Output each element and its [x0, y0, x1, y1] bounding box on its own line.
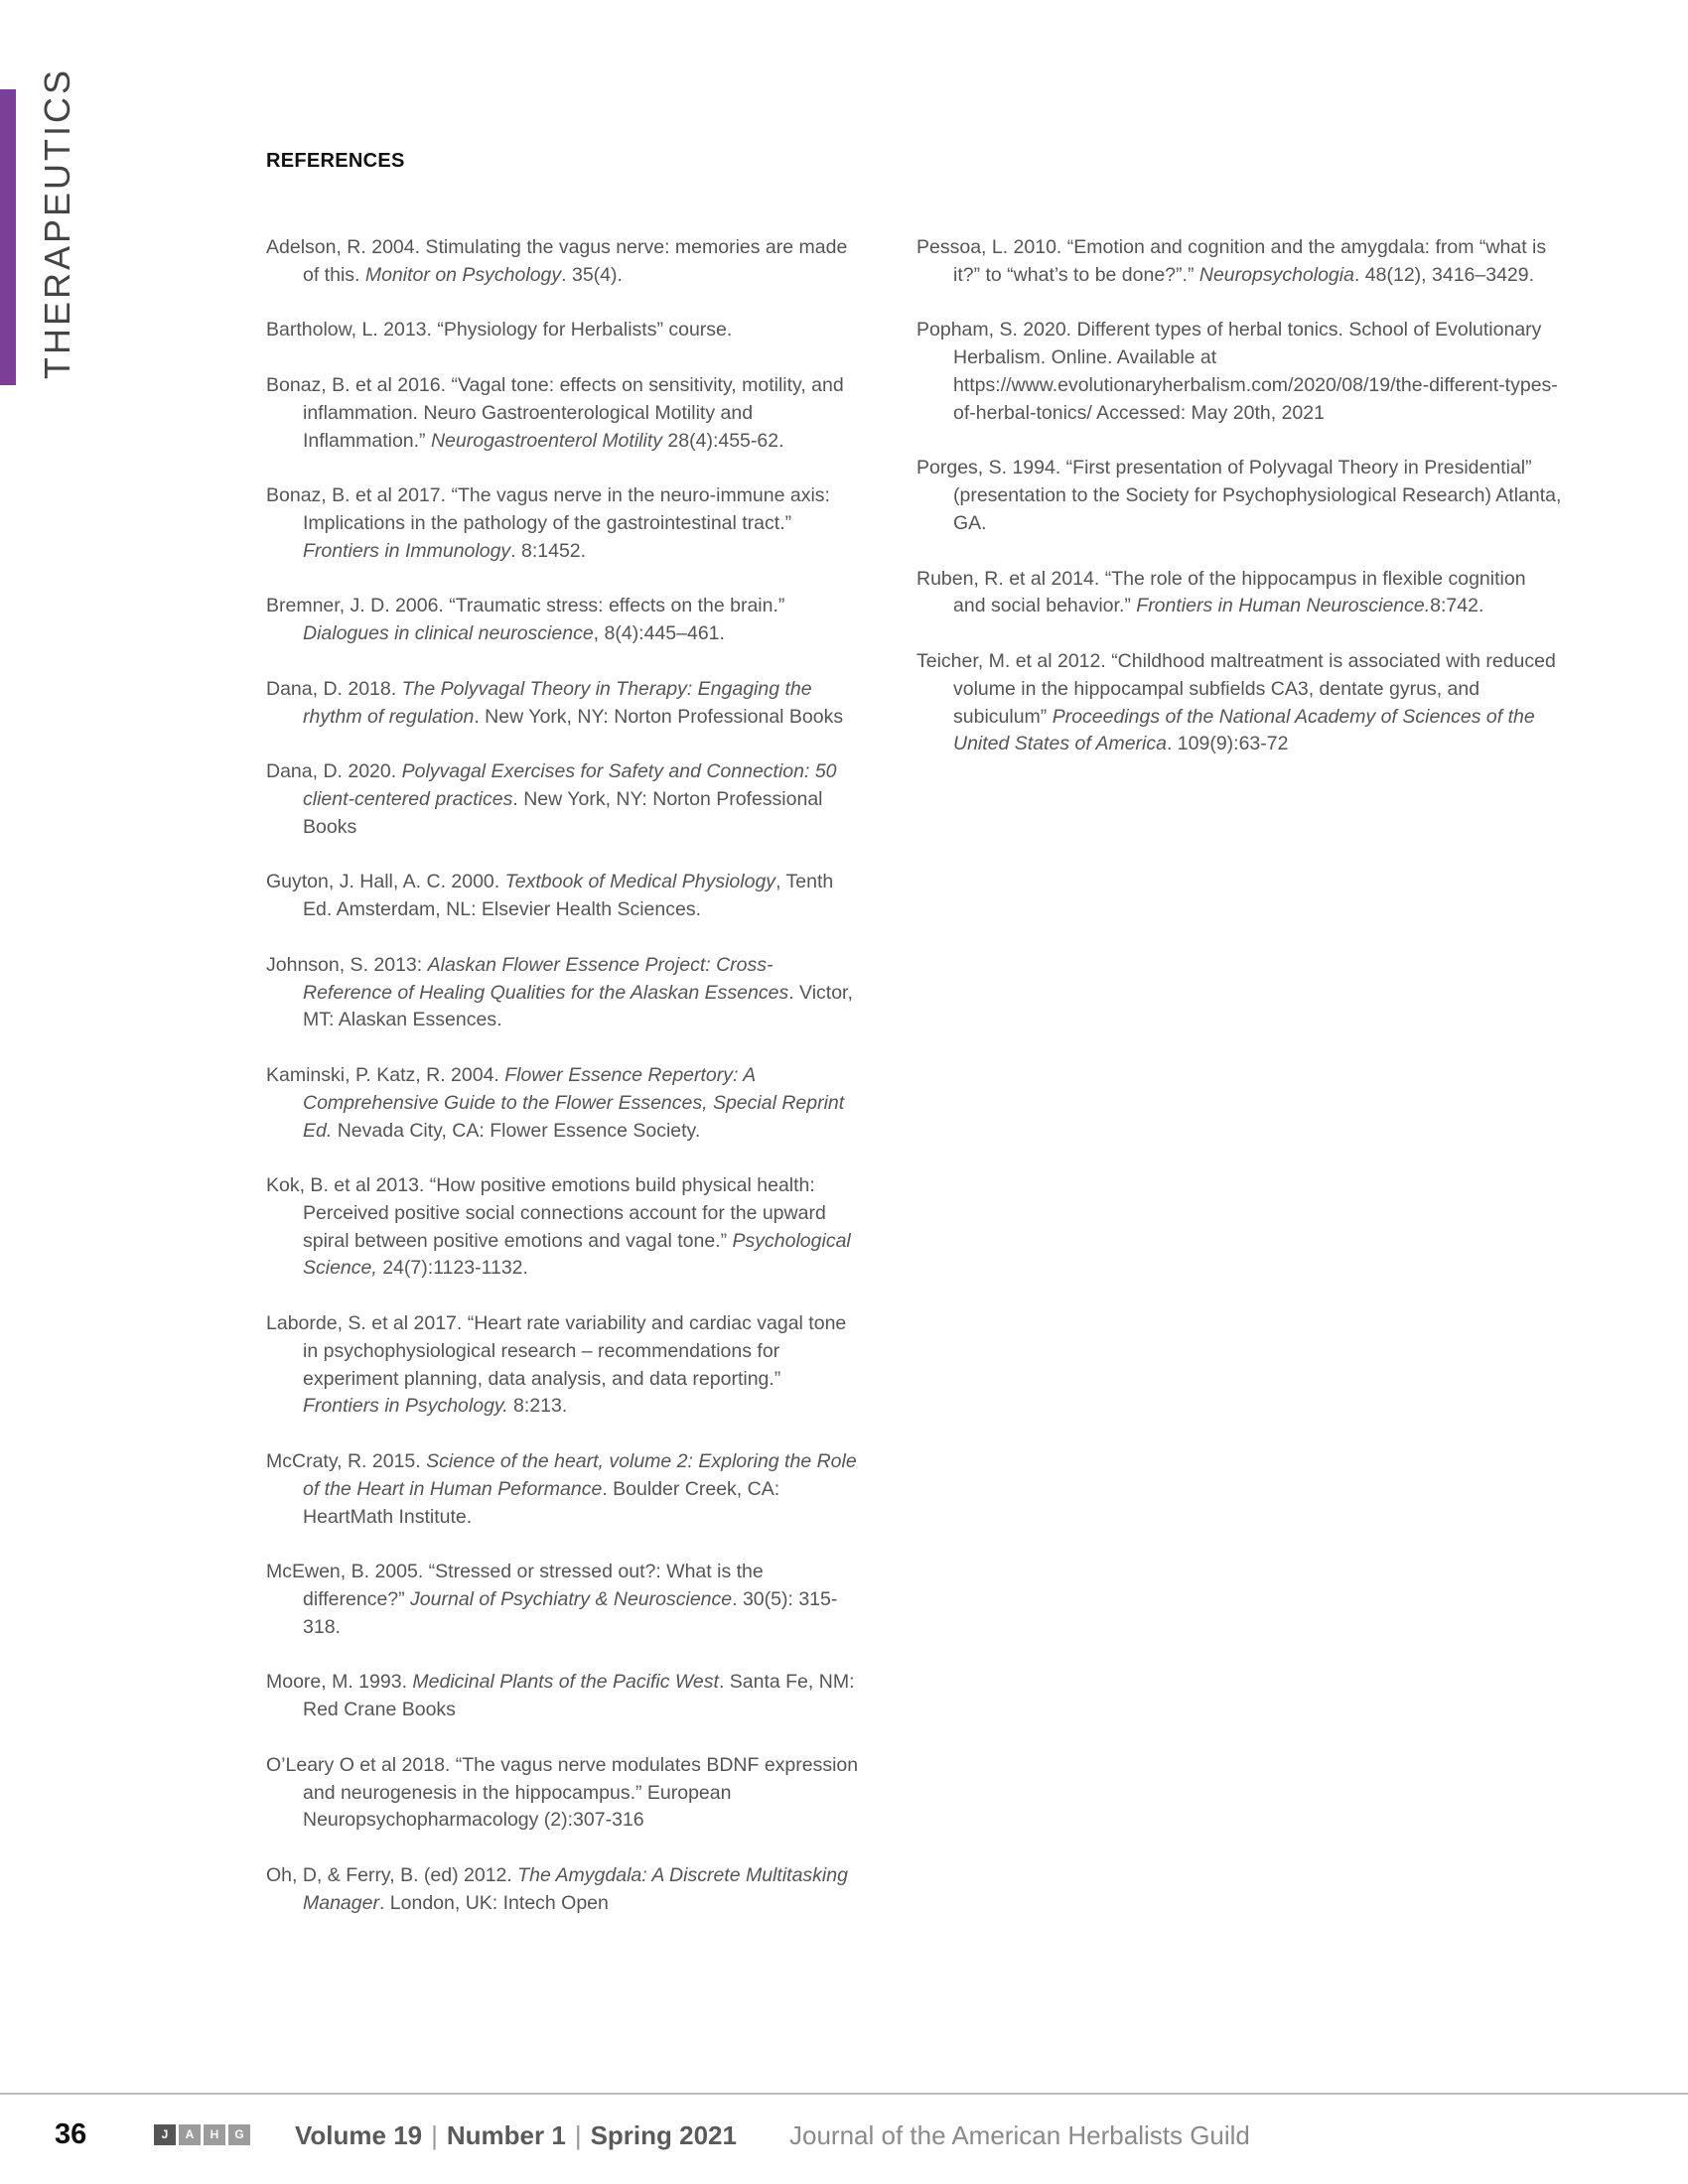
- reference-item: [266, 1310, 862, 1421]
- reference-text: O’Leary O et al 2018. “The vagus nerve modulates BDNF expression and neurogenesis in the hippocampus.” European Neuropsychopharmacology (2):307-316: [266, 1753, 859, 1832]
- reference-title: Neuropsychologia: [1198, 263, 1354, 286]
- page-number: 36: [55, 2118, 87, 2150]
- reference-title: Proceedings of the National Academy of Sciences of the United States of America: [953, 705, 1535, 755]
- reference-text: 28(4):455-62.: [662, 429, 784, 452]
- volume-label: Volume 19: [295, 2120, 423, 2150]
- reference-text: Popham, S. 2020. Different types of herbal tonics. School of Evolutionary Herbalism. Online. Available at https://www.evolutionaryherbalism.com/2020/08/19/the-different-types-of-herbal-tonics/ Accessed: May 20th, 2021: [916, 319, 1558, 424]
- reference-item: [266, 1862, 862, 1918]
- reference-text: . 48(12), 3416–3429.: [1353, 263, 1535, 286]
- reference-item: [266, 482, 862, 565]
- reference-text: McEwen, B. 2005. “Stressed or stressed out?: What is the difference?”: [266, 1561, 764, 1611]
- reference-text: . London, UK: Intech Open: [378, 1891, 609, 1914]
- reference-item: [266, 1172, 862, 1283]
- number-label: Number 1: [446, 2120, 566, 2150]
- footer-divider: [0, 2093, 1688, 2095]
- reference-item: [266, 593, 862, 648]
- reference-item: [266, 372, 862, 455]
- separator: |: [574, 2120, 582, 2150]
- reference-title: Monitor on Psychology: [364, 263, 562, 286]
- reference-item: [266, 952, 862, 1034]
- references-left-column: [266, 234, 862, 1945]
- reference-text: Guyton, J. Hall, A. C. 2000.: [266, 871, 505, 893]
- reference-text: . New York, NY: Norton Professional Books: [474, 705, 844, 728]
- journal-title: Journal of the American Herbalists Guild: [789, 2120, 1250, 2150]
- reference-item: [266, 317, 862, 344]
- reference-text: . Santa Fe, NM: Red Crane Books: [303, 1671, 855, 1721]
- logo-letter-j: J: [154, 2124, 176, 2145]
- reference-text: Dana, D. 2020.: [266, 760, 402, 783]
- reference-title: Frontiers in Human Neuroscience.: [1136, 595, 1431, 617]
- reference-text: Pessoa, L. 2010. “Emotion and cognition and the amygdala: from “what is it?” to “what’s to be done?”.”: [916, 236, 1547, 286]
- separator: |: [431, 2120, 438, 2150]
- reference-text: . Boulder Creek, CA: HeartMath Institute.: [303, 1477, 780, 1528]
- reference-text: Bonaz, B. et al 2017. “The vagus nerve in the neuro-immune axis: Implications in the pathology of the gastrointestinal tract.”: [266, 484, 830, 534]
- section-label: [37, 67, 77, 379]
- season-label: Spring 2021: [590, 2120, 737, 2150]
- reference-text: Bremner, J. D. 2006. “Traumatic stress: effects on the brain.”: [266, 595, 785, 617]
- reference-text: Porges, S. 1994. “First presentation of Polyvagal Theory in Presidential” (presentation to the Society for Psychophysiological Research) Atlanta, GA.: [916, 457, 1562, 534]
- reference-text: McCraty, R. 2015.: [266, 1450, 427, 1473]
- reference-item: [916, 648, 1562, 758]
- reference-item: [916, 455, 1562, 537]
- reference-title: The Amygdala: A Discrete Multitasking Manager: [303, 1864, 848, 1914]
- reference-item: [266, 1062, 862, 1145]
- reference-text: Ruben, R. et al 2014. “The role of the hippocampus in flexible cognition and social behavior.”: [916, 567, 1526, 617]
- issue-info: [295, 2120, 737, 2151]
- reference-item: [916, 566, 1562, 621]
- reference-text: . 8:1452.: [510, 539, 587, 562]
- jahg-logo: [154, 2124, 250, 2145]
- reference-title: Neurogastroenterol Motility: [430, 429, 662, 452]
- reference-text: , Tenth Ed. Amsterdam, NL: Elsevier Health Sciences.: [303, 871, 834, 921]
- reference-item: [266, 1669, 862, 1724]
- reference-item: [266, 869, 862, 924]
- reference-item: [916, 317, 1562, 427]
- reference-text: . 109(9):63-72: [1166, 733, 1289, 755]
- reference-title: Medicinal Plants of the Pacific West: [412, 1671, 719, 1694]
- section-label-text: THERAPEUTICS: [37, 67, 77, 379]
- reference-title: Flower Essence Repertory: A Comprehensive Guide to the Flower Essences, Special Reprint Ed.: [303, 1063, 845, 1142]
- logo-letter-h: H: [204, 2124, 225, 2145]
- reference-text: Dana, D. 2018.: [266, 677, 402, 700]
- reference-text: Bonaz, B. et al 2016. “Vagal tone: effects on sensitivity, motility, and inflammation. Neuro Gastroenterological Motility and Inflammation.”: [266, 373, 844, 452]
- references-heading: REFERENCES: [266, 150, 405, 172]
- reference-text: Oh, D, & Ferry, B. (ed) 2012.: [266, 1864, 518, 1887]
- reference-text: . 30(5): 315-318.: [303, 1588, 838, 1638]
- reference-text: . New York, NY: Norton Professional Books: [303, 787, 823, 838]
- reference-title: Dialogues in clinical neuroscience: [303, 622, 594, 645]
- reference-text: Teicher, M. et al 2012. “Childhood maltreatment is associated with reduced volume in the hippocampal subfields CA3, dentate gyrus, and subiculum”: [916, 649, 1556, 728]
- reference-title: Textbook of Medical Physiology: [504, 871, 776, 893]
- reference-text: Nevada City, CA: Flower Essence Society.: [332, 1119, 701, 1142]
- reference-title: Frontiers in Psychology.: [303, 1395, 508, 1418]
- reference-item: [916, 234, 1562, 290]
- reference-text: Johnson, S. 2013:: [266, 953, 428, 976]
- reference-item: [266, 1752, 862, 1835]
- reference-title: Polyvagal Exercises for Safety and Connection: 50 client-centered practices: [303, 760, 837, 810]
- reference-text: Kaminski, P. Katz, R. 2004.: [266, 1063, 505, 1086]
- reference-title: Alaskan Flower Essence Project: Cross-Reference of Healing Qualities for the Alaskan Essences: [303, 953, 789, 1004]
- logo-letter-a: A: [179, 2124, 201, 2145]
- reference-title: Journal of Psychiatry & Neuroscience: [410, 1588, 733, 1611]
- reference-item: [266, 1559, 862, 1641]
- reference-title: Frontiers in Immunology: [303, 539, 511, 562]
- reference-text: Adelson, R. 2004. Stimulating the vagus nerve: memories are made of this.: [266, 236, 848, 286]
- section-accent-bar: [0, 89, 16, 385]
- reference-title: Psychological Science,: [303, 1229, 851, 1280]
- references-right-column: [916, 234, 1562, 786]
- reference-item: [266, 1448, 862, 1531]
- logo-letter-g: G: [228, 2124, 250, 2145]
- reference-text: . 35(4).: [561, 263, 623, 286]
- reference-text: Bartholow, L. 2013. “Physiology for Herbalists” course.: [266, 319, 733, 341]
- reference-text: 24(7):1123-1132.: [376, 1257, 528, 1280]
- reference-text: 8:742.: [1430, 595, 1484, 617]
- reference-item: [266, 758, 862, 841]
- reference-text: , 8(4):445–461.: [593, 622, 725, 645]
- reference-text: . Victor, MT: Alaskan Essences.: [303, 981, 853, 1031]
- reference-item: [266, 676, 862, 732]
- reference-text: 8:213.: [507, 1395, 568, 1418]
- reference-title: Science of the heart, volume 2: Exploring the Role of the Heart in Human Peformance: [303, 1450, 857, 1500]
- reference-text: Laborde, S. et al 2017. “Heart rate variability and cardiac vagal tone in psychophysiological research – recommendations for experiment planning, data analysis, and data reporting.”: [266, 1312, 847, 1390]
- reference-item: [266, 234, 862, 290]
- reference-title: The Polyvagal Theory in Therapy: Engaging the rhythm of regulation: [303, 677, 812, 728]
- reference-text: Moore, M. 1993.: [266, 1671, 413, 1694]
- reference-text: Kok, B. et al 2013. “How positive emotions build physical health: Perceived positive social connections account for the upward spiral between positive emotions and vagal tone.”: [266, 1174, 826, 1252]
